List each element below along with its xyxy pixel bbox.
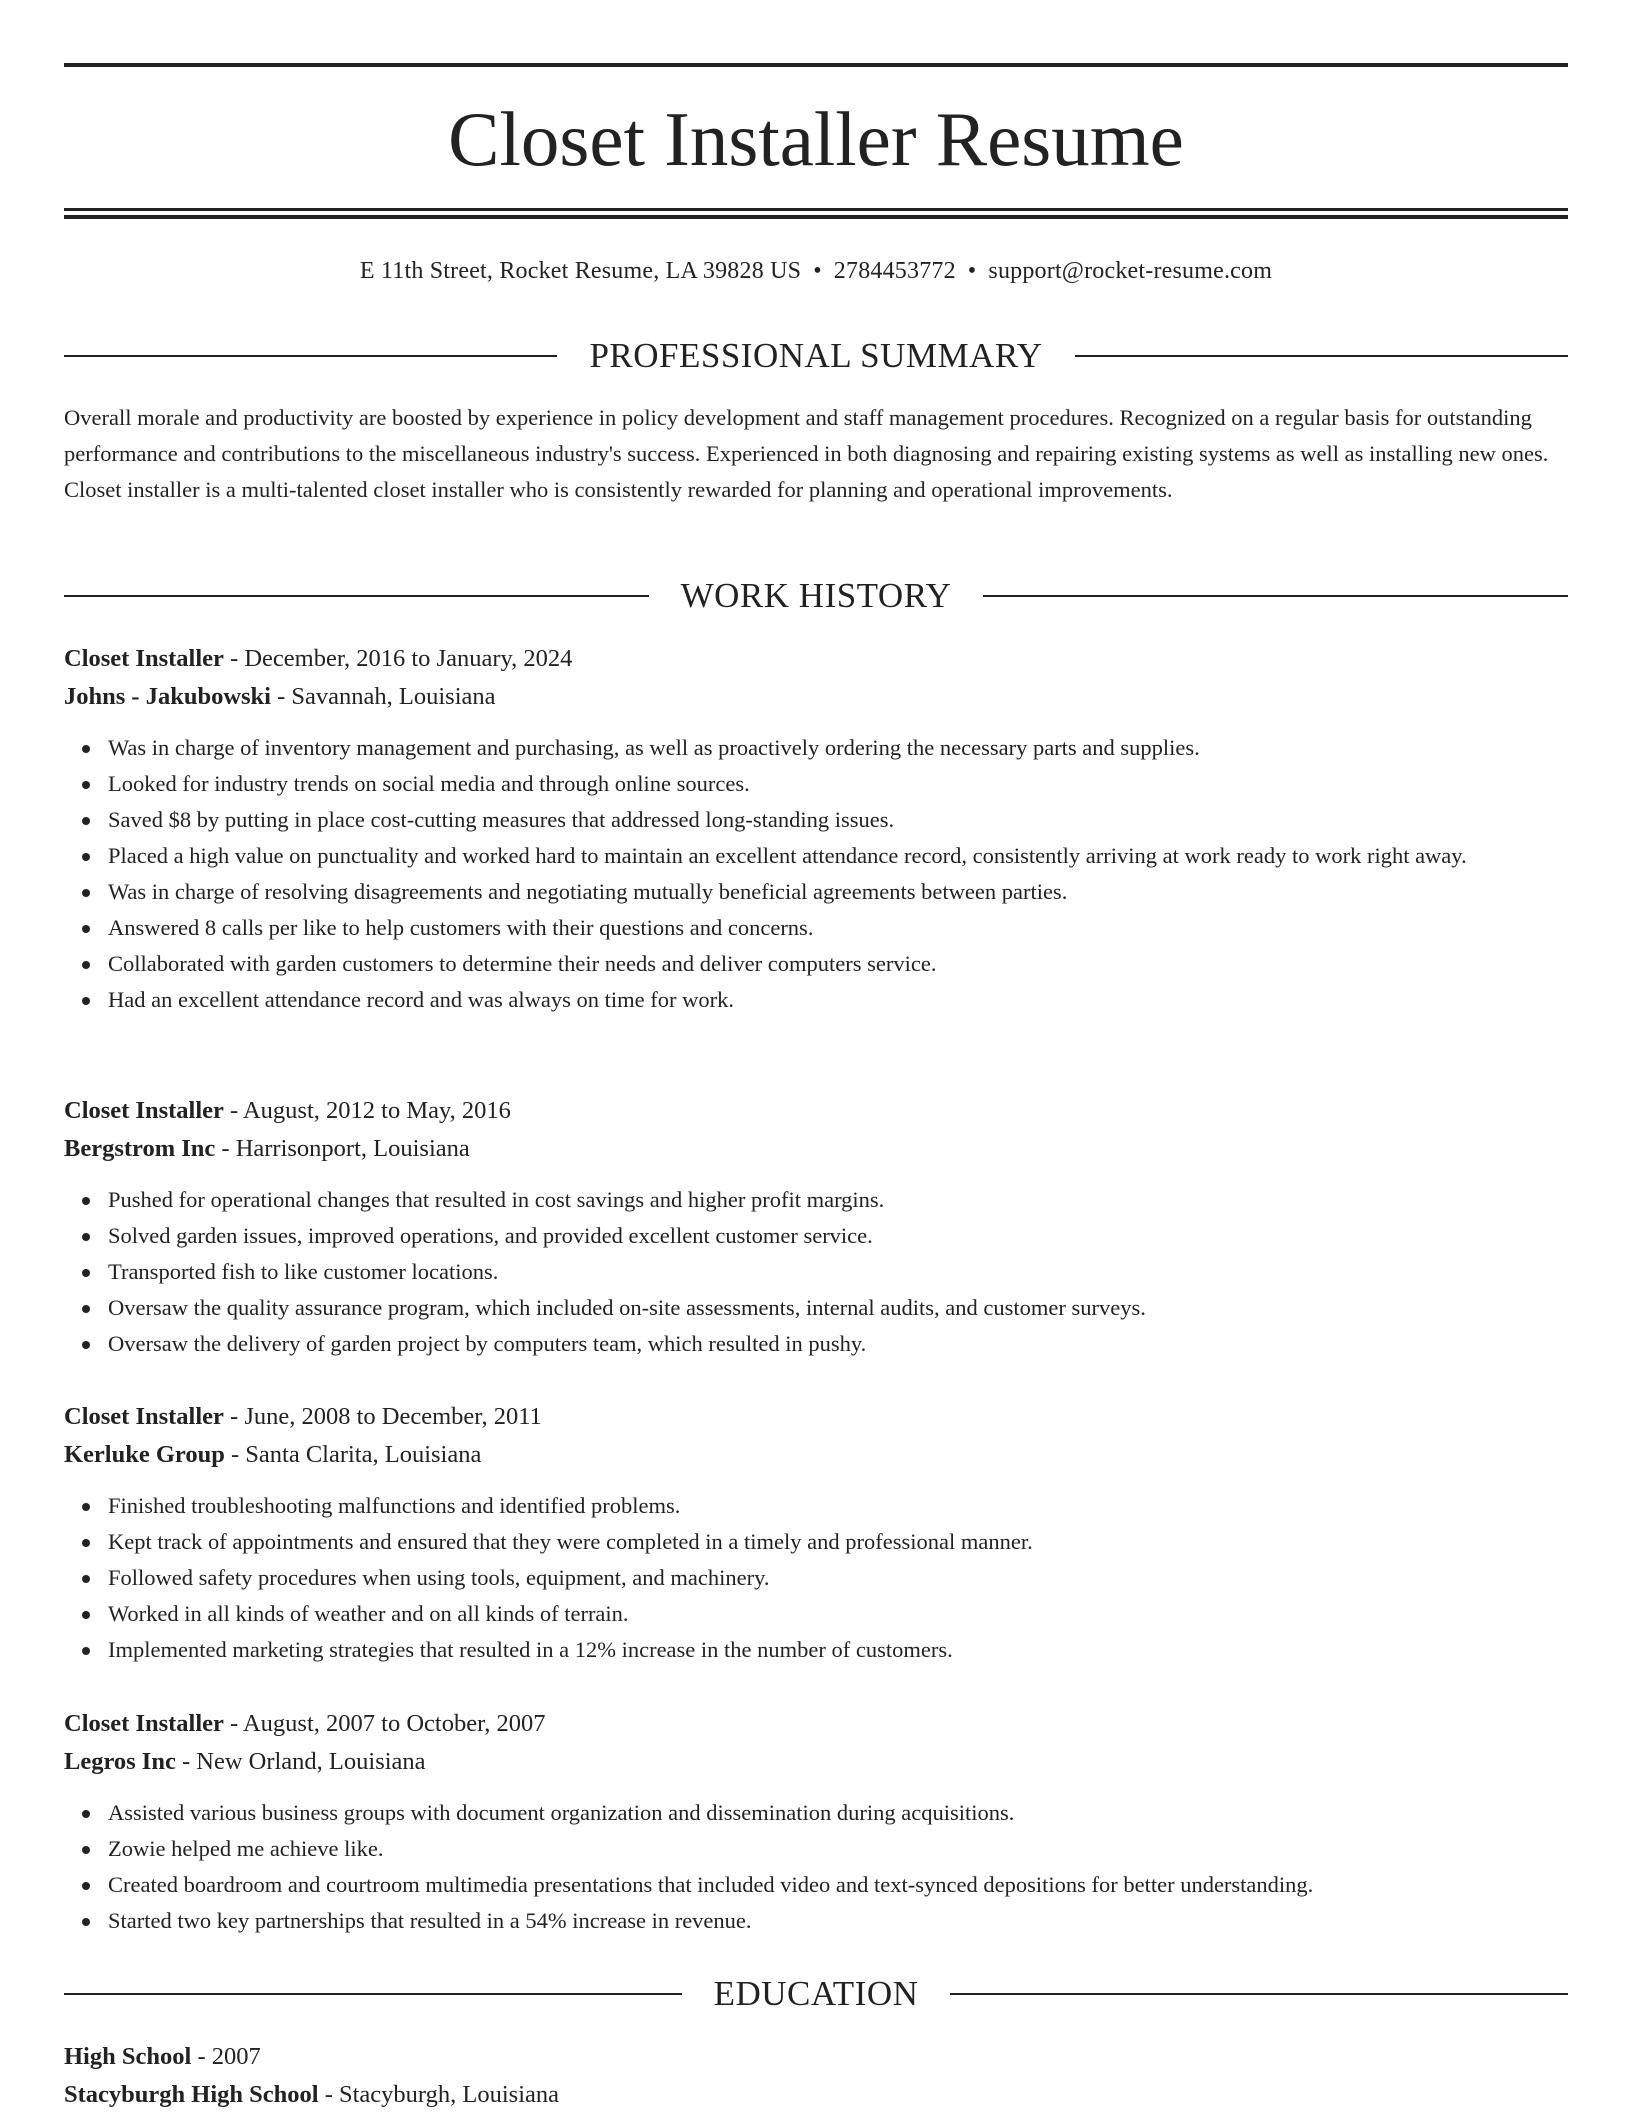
job-company-line [64,1743,1568,1781]
job-dates: - August, 2007 to October, 2007 [223,1710,546,1737]
job-bullet: Worked in all kinds of weather and on all kinds of terrain. [108,1596,1568,1632]
section-title: PROFESSIONAL SUMMARY [589,336,1043,375]
summary-text: Overall morale and productivity are boosted by experience in policy development and staff management procedures. Recognized on a regular basis for outstanding performance and contributions to the miscellaneous industry's success. Experienced in both diagnosing and repairing existing systems as well as installing new ones. Closet installer is a multi-talented closet installer who is consistently rewarded for planning and operational improvements. [64,405,1549,502]
education-school: Stacyburgh High School [64,2081,319,2108]
job-bullet: Kept track of appointments and ensured that they were completed in a timely and professional manner. [108,1524,1568,1560]
section-title: WORK HISTORY [680,576,952,615]
section-heading-education [64,1972,1568,2016]
job-bullet: Zowie helped me achieve like. [108,1831,1568,1867]
job-bullet: Oversaw the delivery of garden project by computers team, which resulted in pushy. [108,1326,1568,1362]
job-title-line [64,1705,1568,1743]
heading-rule [1075,355,1568,357]
job-bullet: Assisted various business groups with document organization and dissemination during acquisitions. [108,1795,1568,1831]
job-bullet: Created boardroom and courtroom multimedia presentations that included video and text-synced depositions for better understanding. [108,1867,1568,1903]
job-bullet: Was in charge of resolving disagreements and negotiating mutually beneficial agreements between parties. [108,874,1568,910]
heading-rule [983,595,1568,597]
section-heading-summary [64,334,1568,378]
job-title: Closet Installer [64,645,224,672]
job-bullet: Followed safety procedures when using tools, equipment, and machinery. [108,1560,1568,1596]
job-company-line [64,1130,1568,1168]
job-bullet: Pushed for operational changes that resulted in cost savings and higher profit margins. [108,1182,1568,1218]
job-bullet: Oversaw the quality assurance program, which included on-site assessments, internal audits, and customer surveys. [108,1290,1568,1326]
job-entry [64,1398,1568,1668]
contact-address: E 11th Street, Rocket Resume, LA 39828 US [359,258,802,284]
job-bullet: Transported fish to like customer locations. [108,1254,1568,1290]
job-entry [64,1705,1568,1939]
job-company: Johns - Jakubowski [64,683,271,710]
job-bullet: Collaborated with garden customers to determine their needs and deliver computers service. [108,946,1568,982]
job-bullet: Solved garden issues, improved operations, and provided excellent customer service. [108,1218,1568,1254]
job-company: Legros Inc [64,1748,176,1775]
top-rule [64,63,1568,67]
job-title-line [64,640,1568,678]
job-bullet: Saved $8 by putting in place cost-cutting measures that addressed long-standing issues. [108,802,1568,838]
heading-rule [64,355,557,357]
job-location: - Harrisonport, Louisiana [215,1135,470,1162]
job-title: Closet Installer [64,1097,224,1124]
section-title: EDUCATION [713,1974,919,2013]
heading-rule [64,595,649,597]
title-rule-upper [64,208,1568,211]
job-bullets [64,1182,1568,1362]
heading-rule [950,1993,1568,1995]
job-company-line [64,1436,1568,1474]
contact-line [64,254,1568,288]
education-year: - 2007 [191,2043,261,2070]
job-bullets [64,1795,1568,1939]
job-bullet: Started two key partnerships that resulted in a 54% increase in revenue. [108,1903,1568,1939]
job-bullet: Looked for industry trends on social media and through online sources. [108,766,1568,802]
job-title-line [64,1398,1568,1436]
education-entry [64,2038,1568,2114]
job-bullet: Finished troubleshooting malfunctions and identified problems. [108,1488,1568,1524]
job-title: Closet Installer [64,1403,224,1430]
contact-separator: • [813,258,822,284]
job-title: Closet Installer [64,1710,224,1737]
job-company-line [64,678,1568,716]
job-location: - Savannah, Louisiana [270,683,496,710]
section-heading-work [64,574,1568,618]
job-company: Kerluke Group [64,1441,225,1468]
heading-rule [64,1993,682,1995]
job-bullet: Answered 8 calls per like to help customers with their questions and concerns. [108,910,1568,946]
job-bullet: Had an excellent attendance record and was always on time for work. [108,982,1568,1018]
job-dates: - December, 2016 to January, 2024 [223,645,573,672]
resume-title: Closet Installer Resume [448,96,1184,182]
education-location: - Stacyburgh, Louisiana [318,2081,560,2108]
job-dates: - August, 2012 to May, 2016 [223,1097,511,1124]
contact-email: support@rocket-resume.com [988,258,1273,284]
job-bullet: Was in charge of inventory management and purchasing, as well as proactively ordering the necessary parts and supplies. [108,730,1568,766]
contact-separator: • [967,258,977,284]
job-bullets [64,730,1568,1018]
job-location: - Santa Clarita, Louisiana [224,1441,482,1468]
education-degree-line [64,2038,1568,2076]
job-bullets [64,1488,1568,1668]
job-bullet: Implemented marketing strategies that resulted in a 12% increase in the number of customers. [108,1632,1568,1668]
title-rule-lower [64,215,1568,219]
job-entry [64,640,1568,1018]
contact-phone: 2784453772 [833,258,956,284]
education-degree: High School [64,2043,192,2070]
job-entry [64,1092,1568,1362]
job-title-line [64,1092,1568,1130]
job-location: - New Orland, Louisiana [175,1748,426,1775]
job-bullet: Placed a high value on punctuality and worked hard to maintain an excellent attendance record, consistently arriving at work ready to work right away. [108,838,1568,874]
job-dates: - June, 2008 to December, 2011 [223,1403,542,1430]
job-company: Bergstrom Inc [64,1135,216,1162]
education-school-line [64,2076,1568,2114]
